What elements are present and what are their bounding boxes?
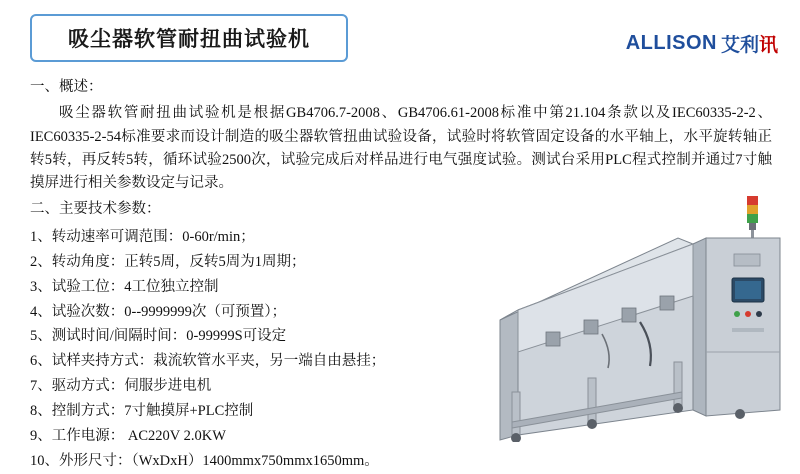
brand-logo-cn-first: 艾利 (720, 34, 759, 56)
control-cabinet (693, 238, 780, 416)
machine-illustration (488, 192, 788, 442)
signal-tower-icon (747, 196, 758, 240)
page-title: 吸尘器软管耐扭曲试验机 (68, 26, 310, 51)
list-item: 2、转动角度：正转5周，反转5周为1周期； (30, 253, 306, 270)
brand-logo-word: ALLISON (625, 32, 717, 54)
list-item: 8、控制方式：7寸触摸屏+PLC控制 (30, 403, 254, 420)
brand-logo (626, 30, 778, 57)
list-item: 9、工作电源： AC220V 2.0KW (30, 428, 226, 445)
list-item: 3、试验工位：4工位独立控制 (30, 278, 219, 295)
list-item: 4、试验次数：0--9999999次（可预置）； (30, 303, 287, 320)
list-item: 10、外形尺寸：（WxDxH）1400mmx750mmx1650mm。 (30, 453, 379, 470)
overview-heading: 一、概述： (30, 79, 103, 95)
specs-heading: 二、主要技术参数： (30, 201, 161, 218)
list-item: 5、测试时间/间隔时间：0-99999S可设定 (30, 328, 287, 345)
list-item: 1、转动速率可调范围：0-60r/min； (30, 228, 255, 245)
overview-paragraph: 吸尘器软管耐扭曲试验机是根据GB4706.7-2008、GB4706.61-2008标准中第21.104条款以及IEC60335-2-2、IEC60335-2-54标准要求而设计制造的吸尘器软管扭曲试验设备，试验时将软管固定设备的水平轴上，水平旋转轴正转5转，再反转5转，循环试验2500次，试验完成后对样品进行电气强度试验。测试台采用PLC程式控制并通过7寸触摸屏进行相关参数设定与记录。 (30, 105, 772, 192)
list-item: 7、驱动方式：伺服步进电机 (30, 378, 212, 395)
list-item: 6、试样夹持方式：栽流软管水平夹，另一端自由悬挂； (30, 353, 386, 370)
page-title-box (30, 14, 348, 62)
brand-logo-cn-second: 讯 (758, 34, 778, 56)
brand-logo-cn (721, 30, 778, 57)
